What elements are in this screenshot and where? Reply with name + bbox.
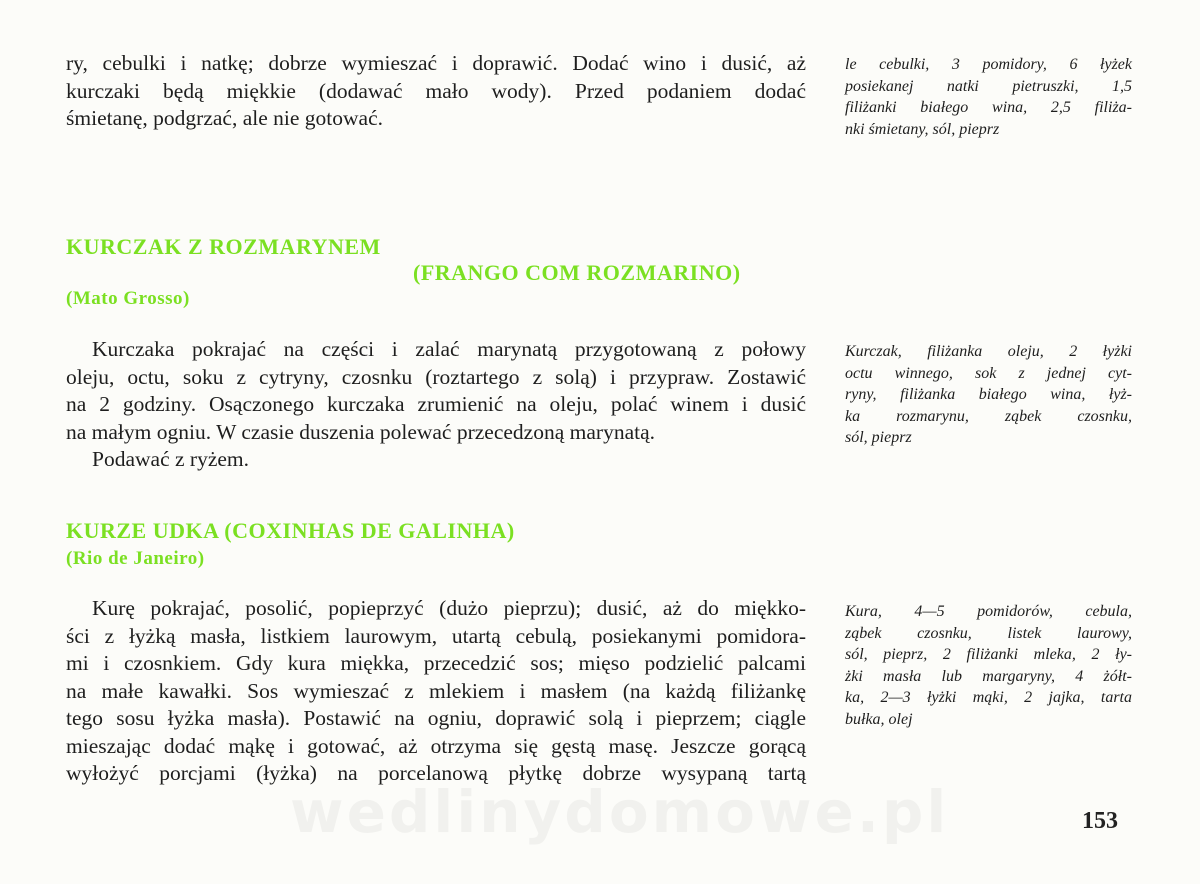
ingredients-line: filiżanki białego wina, 2,5 filiża- (845, 99, 1132, 116)
ingredients-line: posiekanej natki pietruszki, 1,5 (845, 77, 1132, 95)
ingredients-line: ząbek czosnku, listek laurowy, (845, 624, 1132, 642)
body-line: oleju, octu, soku z cytryny, czosnku (roztartego z solą) i przypraw. Zostawić (66, 364, 806, 389)
ingredients-line: ryny, filiżanka białego wina, łyż- (845, 386, 1132, 403)
continuation-body (66, 50, 806, 133)
body-line: tego sosu łyżka masła). Postawić na ogniu, doprawić solą i pieprzem; ciągle (66, 706, 806, 730)
ingredients-line: bułka, olej (845, 710, 913, 728)
body-line: Kurę pokrajać, posolić, popieprzyć (dużo pieprzu); dusić, aż do miękko- (92, 596, 806, 620)
ingredients-line: octu winnego, sok z jednej cyt- (845, 364, 1132, 382)
ingredients-line: ka rozmarynu, ząbek czosnku, (845, 407, 1132, 425)
body-line: wyłożyć porcjami (łyżka) na porcelanową płytkę dobrze wysypaną tartą (66, 761, 806, 785)
body-line: mieszając dodać mąkę i gotować, aż otrzyma się gęstą masę. Jeszcze gorącą (66, 733, 806, 758)
recipe-body (66, 595, 806, 788)
ingredients-line: sól, pieprz, 2 filiżanki mleka, 2 ły- (845, 646, 1132, 663)
ingredients-line: nki śmietany, sól, pieprz (845, 120, 1000, 138)
ingredients-line: sól, pieprz (845, 429, 912, 446)
recipe-subtitle: (FRANGO COM ROZMARINO) (413, 260, 741, 285)
recipe-title: KURCZAK Z ROZMARYNEM (66, 234, 381, 259)
watermark (290, 778, 949, 846)
ingredients-line: żki masła lub margaryny, 4 żółt- (845, 667, 1132, 685)
body-line: na małe kawałki. Sos wymieszać z mlekiem i masłem (na każdą filiżankę (66, 678, 806, 703)
body-line: Kurczaka pokrajać na części i zalać marynatą przygotowaną z połowy (92, 337, 806, 361)
ingredients-line: Kura, 4—5 pomidorów, cebula, (845, 603, 1132, 620)
body-line: na małym ogniu. W czasie duszenia polewać przecedzoną marynatą. (66, 419, 656, 444)
recipe-ingredients (845, 341, 1132, 449)
body-line: ry, cebulki i natkę; dobrze wymieszać i doprawić. Dodać wino i dusić, aż (66, 51, 806, 75)
continuation-ingredients (845, 54, 1132, 140)
body-line: kurczaki będą miękkie (dodawać mało wody). Przed podaniem dodać (66, 78, 806, 103)
recipe-ingredients (845, 601, 1132, 730)
ingredients-line: le cebulki, 3 pomidory, 6 łyżek (845, 56, 1132, 73)
recipe-body (66, 336, 806, 474)
page-number: 153 (1082, 808, 1118, 834)
body-line: śmietanę, podgrzać, ale nie gotować. (66, 106, 383, 130)
ingredients-line: ka, 2—3 łyżki mąki, 2 jajka, tarta (845, 689, 1132, 706)
body-line: Podawać z ryżem. (92, 447, 249, 471)
recipe-region: (Rio de Janeiro) (66, 548, 205, 569)
body-line: ści z łyżką masła, listkiem laurowym, utartą cebulą, posiekanymi pomidora- (66, 623, 806, 648)
body-line: na 2 godziny. Osączonego kurczaka zrumienić na oleju, polać winem i dusić (66, 392, 806, 416)
ingredients-line: Kurczak, filiżanka oleju, 2 łyżki (845, 343, 1132, 360)
body-line: mi i czosnkiem. Gdy kura miękka, przecedzić sos; mięso podzielić palcami (66, 651, 806, 675)
recipe-title: KURZE UDKA (COXINHAS DE GALINHA) (66, 518, 515, 543)
recipe-region: (Mato Grosso) (66, 288, 190, 309)
